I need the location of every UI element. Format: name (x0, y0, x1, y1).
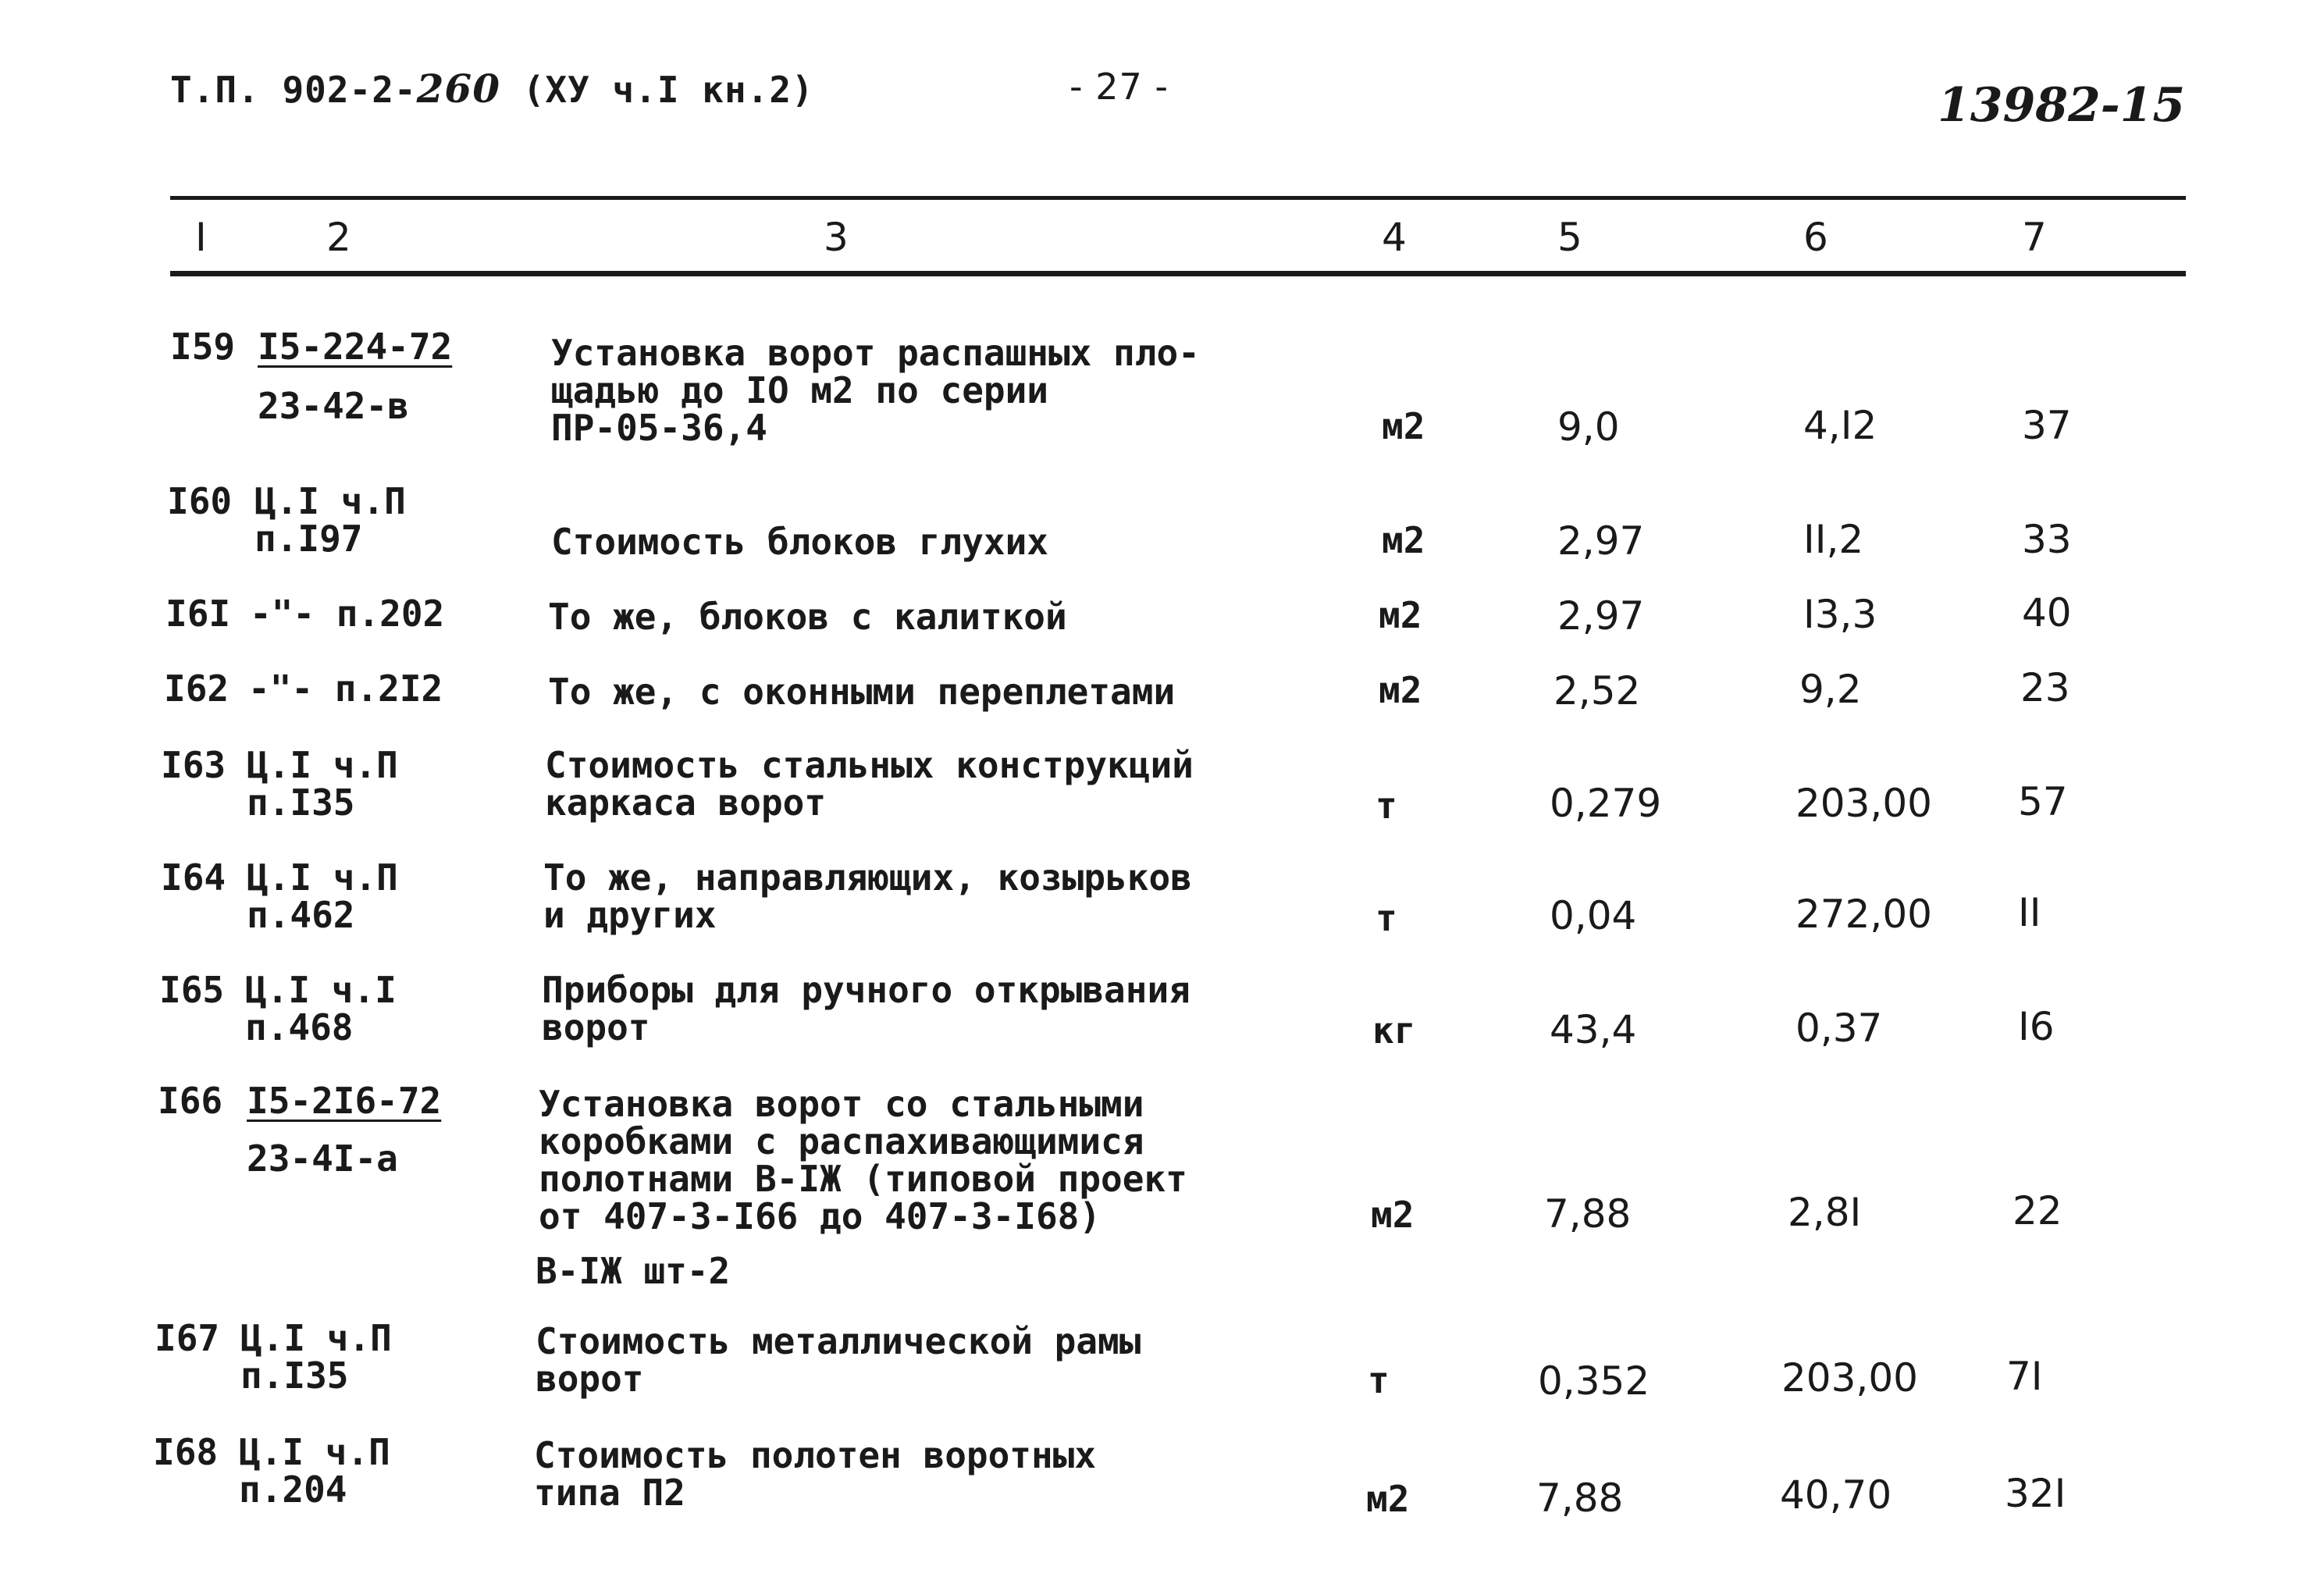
norm-reference: Ц.I ч.П (247, 744, 398, 786)
description-line: Приборы для ручного открывания (542, 969, 1190, 1011)
unit-price: 2,8I (1788, 1190, 1862, 1235)
description-line: коробками с распахивающимися (539, 1120, 1144, 1162)
norm-reference-sub: п.I35 (240, 1355, 349, 1397)
unit-price: I3,3 (1803, 592, 1877, 637)
unit: м2 (1382, 519, 1425, 561)
unit: м2 (1371, 1194, 1415, 1236)
total: 22 (2013, 1188, 2062, 1233)
header-bottom-rule (170, 271, 2186, 276)
row-number: I64 (161, 856, 226, 899)
description-note: В-IЖ шт-2 (536, 1250, 731, 1292)
unit-price: 203,00 (1795, 781, 1932, 826)
quantity: 0,04 (1550, 893, 1637, 938)
unit-price: 40,70 (1780, 1472, 1892, 1518)
description-line: Установка ворот со стальными (539, 1083, 1144, 1125)
description-line: полотнами В-IЖ (типовой проект (539, 1158, 1187, 1200)
description-line: и других (543, 894, 717, 936)
quantity: 7,88 (1544, 1191, 1632, 1237)
description-line: ворот (542, 1006, 650, 1048)
quantity: 2,52 (1553, 668, 1641, 714)
unit: т (1376, 897, 1397, 939)
column-header-3: 3 (824, 215, 849, 260)
total: I6 (2018, 1004, 2055, 1049)
unit-price: 4,I2 (1803, 403, 1877, 448)
norm-reference-sub: п.I97 (254, 518, 363, 560)
total: 40 (2022, 590, 2072, 635)
description-line: от 407-3-I66 до 407-3-I68) (539, 1195, 1101, 1237)
quantity: 7,88 (1536, 1476, 1624, 1521)
unit: м2 (1382, 405, 1425, 447)
archive-stamp: 13982-15 (1938, 78, 2186, 133)
row-number: I63 (161, 744, 226, 786)
unit-price: 9,2 (1799, 667, 1862, 712)
description-line: типа П2 (534, 1472, 685, 1514)
quantity: 0,352 (1538, 1358, 1650, 1404)
total: 57 (2018, 779, 2068, 824)
unit-price: II,2 (1803, 517, 1864, 562)
row-number: I67 (155, 1317, 220, 1359)
column-header-6: 6 (1803, 215, 1828, 260)
norm-reference: Ц.I ч.П (247, 856, 398, 899)
norm-reference: Ц.I ч.П (239, 1431, 390, 1473)
unit-price: 272,00 (1795, 892, 1932, 937)
description-line: Стоимость блоков глухих (551, 521, 1048, 563)
column-header-2: 2 (326, 215, 351, 260)
total: II (2018, 890, 2041, 935)
norm-reference: -"- п.202 (250, 593, 445, 635)
description-line: ПР-05-36,4 (551, 407, 767, 449)
total: 32I (2005, 1471, 2066, 1516)
unit-price: 0,37 (1795, 1006, 1883, 1051)
row-number: I68 (153, 1431, 219, 1473)
norm-reference: -"- п.2I2 (248, 667, 443, 710)
row-number: I6I (165, 593, 231, 635)
column-header-1: I (195, 215, 207, 260)
description-line: Стоимость металлической рамы (536, 1320, 1141, 1362)
row-number: I60 (167, 480, 233, 522)
total: 7I (2006, 1354, 2043, 1399)
total: 33 (2022, 517, 2072, 562)
quantity: 2,97 (1557, 593, 1645, 639)
description-line: То же, с оконными переплетами (548, 671, 1176, 713)
column-header-7: 7 (2022, 215, 2047, 260)
description-line: Стоимость стальных конструкций (545, 744, 1194, 786)
top-rule (170, 196, 2186, 200)
norm-reference: I5-2I6-72 (247, 1080, 442, 1122)
document-code (170, 66, 814, 112)
document-code-prefix: Т.П. 902-2- (170, 69, 417, 111)
norm-reference: Ц.I ч.П (254, 480, 406, 522)
norm-reference-sub: п.462 (247, 894, 355, 936)
quantity: 9,0 (1557, 404, 1620, 450)
unit: м2 (1366, 1478, 1410, 1520)
quantity: 43,4 (1550, 1007, 1637, 1052)
description-line: щадью до IO м2 по серии (551, 369, 1048, 411)
page-number: - 27 - (1069, 66, 1169, 108)
norm-reference: I5-224-72 (258, 326, 453, 368)
description-line: То же, блоков с калиткой (548, 596, 1067, 638)
unit: м2 (1379, 669, 1422, 711)
description-line: То же, направляющих, козырьков (543, 856, 1192, 899)
norm-reference-sub: 23-42-в (258, 385, 409, 427)
unit: т (1368, 1359, 1390, 1401)
column-header-4: 4 (1382, 215, 1407, 260)
quantity: 0,279 (1550, 781, 1662, 826)
row-number: I66 (158, 1080, 223, 1122)
norm-reference-sub: п.468 (245, 1006, 354, 1048)
description-line: каркаса ворот (545, 781, 827, 824)
total: 23 (2020, 665, 2070, 710)
quantity: 2,97 (1557, 518, 1645, 564)
row-number: I59 (170, 326, 236, 368)
row-number: I62 (164, 667, 230, 710)
unit-price: 203,00 (1781, 1355, 1918, 1401)
norm-reference-sub: п.I35 (247, 781, 355, 824)
unit: м2 (1379, 594, 1422, 636)
total: 37 (2022, 403, 2072, 448)
norm-reference-sub: 23-4I-а (247, 1137, 398, 1180)
description-line: Стоимость полотен воротных (534, 1434, 1097, 1476)
row-number: I65 (159, 969, 225, 1011)
description-line: Установка ворот распашных пло- (551, 332, 1200, 374)
norm-reference-sub: п.204 (239, 1468, 347, 1511)
document-code-handwritten: 260 (416, 66, 501, 112)
unit: кг (1372, 1009, 1416, 1052)
norm-reference: Ц.I ч.П (240, 1317, 392, 1359)
unit: т (1376, 785, 1397, 827)
document-code-suffix: (ХУ ч.I кн.2) (500, 69, 814, 111)
description-line: ворот (536, 1358, 644, 1400)
column-header-5: 5 (1557, 215, 1582, 260)
norm-reference: Ц.I ч.I (245, 969, 397, 1011)
